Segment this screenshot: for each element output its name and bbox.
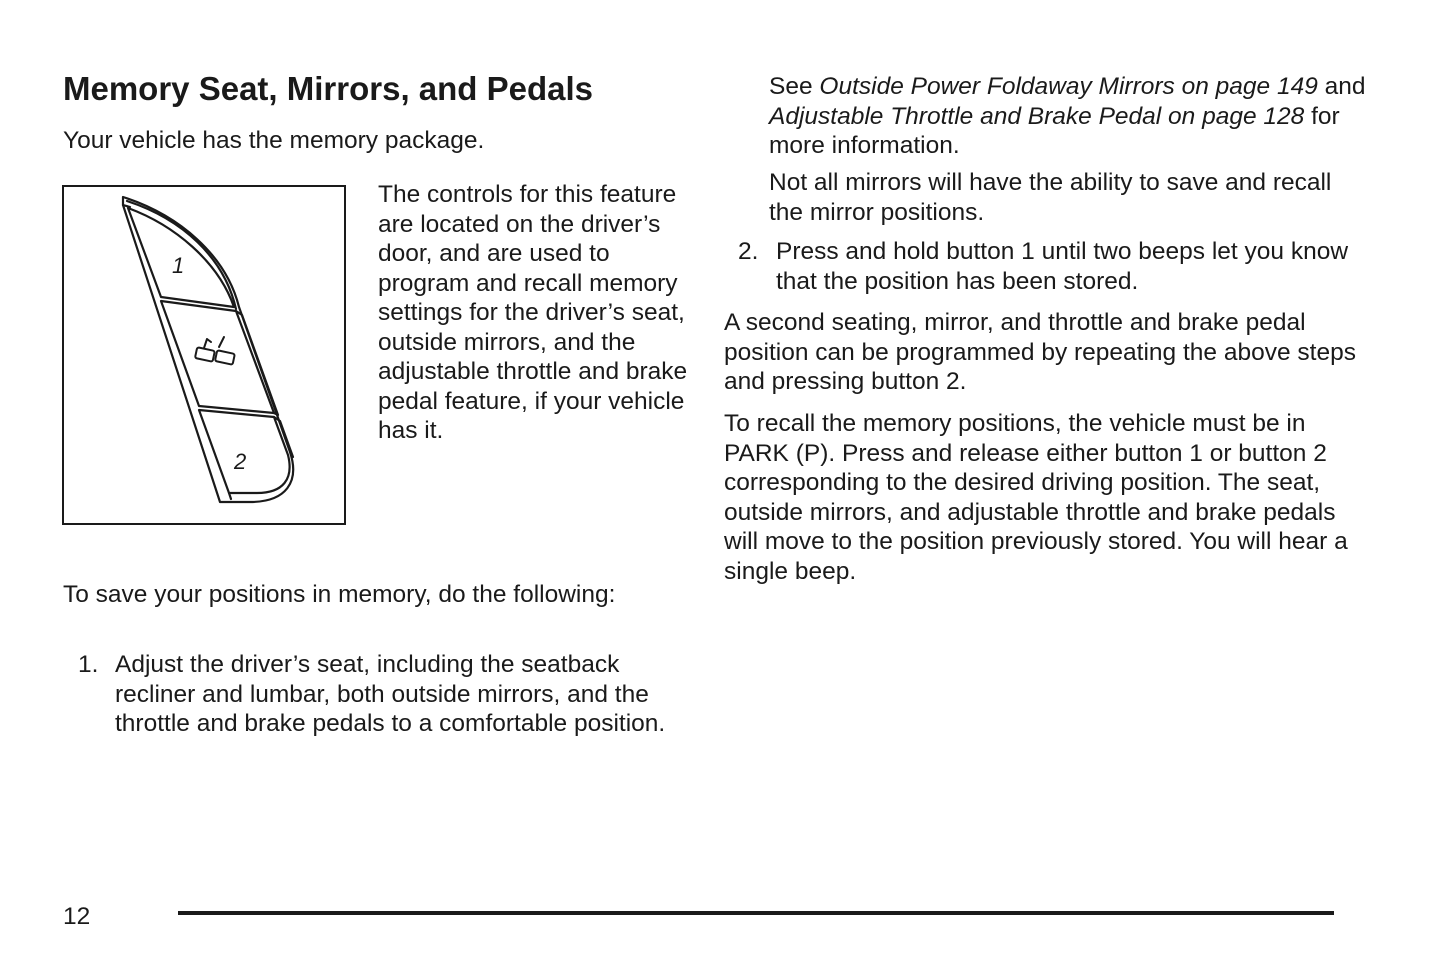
intro-paragraph: Your vehicle has the memory package. <box>63 127 485 154</box>
figure-button-1-label: 1 <box>172 253 185 278</box>
memory-buttons-illustration <box>64 187 344 523</box>
memory-controls-figure <box>62 185 346 525</box>
save-instructions: To save your positions in memory, do the following: <box>63 581 616 608</box>
see-and: and <box>1317 73 1366 100</box>
step-2 <box>738 237 1378 296</box>
see-also-paragraph <box>769 72 1369 161</box>
step-text: Press and hold button 1 until two beeps let you know that the position has been stored. <box>776 238 1349 295</box>
controls-description: The controls for this feature are located on the driver’s door, and are used to program and recall memory settings for the driver’s seat, outside mirrors, and the adjustable throttle and brake pedal feature, if your vehicle has it. <box>378 181 688 444</box>
page-title: Memory Seat, Mirrors, and Pedals <box>63 70 594 107</box>
step-number: 2. <box>738 238 759 265</box>
page-number: 12 <box>63 903 91 930</box>
figure-button-2-label: 2 <box>234 449 247 474</box>
second-position-paragraph: A second seating, mirror, and throttle and brake pedal position can be programmed by repeating the above steps and pressing button 2. <box>724 309 1356 395</box>
step-1 <box>78 650 683 739</box>
step-text: Adjust the driver’s seat, including the seatback recliner and lumbar, both outside mirrors, and the throttle and brake pedals to a comfortable position. <box>115 651 666 737</box>
cross-reference-mirrors: Outside Power Foldaway Mirrors on page 149 <box>819 73 1318 100</box>
recall-paragraph: To recall the memory positions, the vehicle must be in PARK (P). Press and release either button 1 or button 2 corresponding to the desired driving position. The seat, outside mirrors, and adjustable throttle and brake pedals will move to the position previously stored. You will hear a single beep. <box>724 410 1348 585</box>
footer-divider <box>178 911 1334 915</box>
mirror-note: Not all mirrors will have the ability to save and recall the mirror positions. <box>769 169 1332 226</box>
step-number: 1. <box>78 651 99 678</box>
cross-reference-pedals: Adjustable Throttle and Brake Pedal on page 128 <box>769 102 1305 130</box>
see-prefix: See <box>769 73 820 100</box>
see-suffix: for more information. <box>769 102 1340 159</box>
